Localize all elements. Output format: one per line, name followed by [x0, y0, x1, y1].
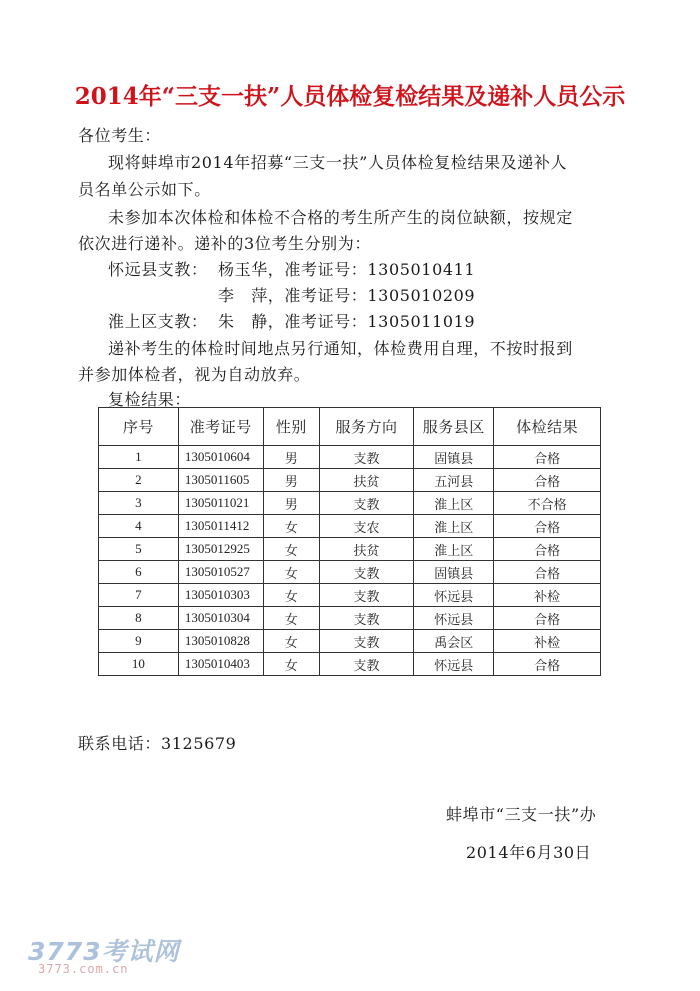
cell-service-county: 怀远县 — [414, 584, 494, 607]
cell-index: 9 — [99, 630, 179, 653]
table-row — [99, 515, 601, 538]
notice-line-2: 并参加体检者，视为自动放弃。 — [78, 365, 311, 384]
cell-gender: 女 — [263, 653, 319, 676]
watermark-url: 3773.com.cn — [38, 962, 129, 976]
table-header-row — [99, 408, 601, 446]
cell-exam-result: 补检 — [494, 584, 601, 607]
table-row — [99, 653, 601, 676]
cell-exam-result: 合格 — [494, 446, 601, 469]
header-gender: 性别 — [263, 408, 319, 446]
cell-exam-id: 1305010304 — [178, 607, 263, 630]
cell-exam-result: 合格 — [494, 469, 601, 492]
cell-service-county: 禹会区 — [414, 630, 494, 653]
cell-index: 10 — [99, 653, 179, 676]
cell-index: 8 — [99, 607, 179, 630]
cell-service-county: 怀远县 — [414, 607, 494, 630]
cell-service-direction: 支教 — [319, 492, 414, 515]
cell-service-county: 五河县 — [414, 469, 494, 492]
cell-service-direction: 支教 — [319, 446, 414, 469]
cell-service-direction: 支教 — [319, 561, 414, 584]
cell-gender: 女 — [263, 561, 319, 584]
cell-index: 4 — [99, 515, 179, 538]
cell-service-county: 淮上区 — [414, 538, 494, 561]
cell-exam-result: 合格 — [494, 561, 601, 584]
cell-exam-id: 1305010828 — [178, 630, 263, 653]
cell-exam-id: 1305011021 — [178, 492, 263, 515]
cell-gender: 女 — [263, 538, 319, 561]
cell-exam-result: 不合格 — [494, 492, 601, 515]
cell-gender: 男 — [263, 469, 319, 492]
cell-service-county: 淮上区 — [414, 515, 494, 538]
header-service-county: 服务县区 — [414, 408, 494, 446]
substitute-1-dept: 怀远县支教： — [108, 260, 208, 279]
table-row — [99, 446, 601, 469]
cell-index: 2 — [99, 469, 179, 492]
cell-service-direction: 支教 — [319, 584, 414, 607]
cell-exam-id: 1305011605 — [178, 469, 263, 492]
cell-exam-id: 1305010403 — [178, 653, 263, 676]
cell-exam-id: 1305010527 — [178, 561, 263, 584]
cell-service-county: 固镇县 — [414, 561, 494, 584]
table-caption: 复检结果： — [108, 390, 192, 409]
intro-line-2: 员名单公示如下。 — [78, 180, 211, 199]
cell-service-county: 淮上区 — [414, 492, 494, 515]
table-row — [99, 492, 601, 515]
cell-exam-result: 合格 — [494, 538, 601, 561]
substitute-1-name: 杨玉华，准考证号：1305010411 — [218, 260, 476, 279]
cell-service-direction: 支教 — [319, 630, 414, 653]
header-service-direction: 服务方向 — [319, 408, 414, 446]
table-row — [99, 584, 601, 607]
para2-line-1: 未参加本次体检和体检不合格的考生所产生的岗位缺额，按规定 — [108, 208, 573, 227]
substitute-3-dept: 淮上区支教： — [108, 312, 208, 331]
table-row — [99, 607, 601, 630]
header-exam-id: 准考证号 — [178, 408, 263, 446]
cell-gender: 女 — [263, 607, 319, 630]
table-row — [99, 561, 601, 584]
cell-exam-result: 合格 — [494, 515, 601, 538]
cell-index: 3 — [99, 492, 179, 515]
cell-service-direction: 扶贫 — [319, 538, 414, 561]
cell-exam-result: 合格 — [494, 653, 601, 676]
cell-service-county: 固镇县 — [414, 446, 494, 469]
cell-service-county: 怀远县 — [414, 653, 494, 676]
page-title: 2014年“三支一扶”人员体检复检结果及递补人员公示 — [74, 83, 626, 110]
issue-date: 2014年6月30日 — [466, 843, 592, 862]
notice-line-1: 递补考生的体检时间地点另行通知，体检费用自理，不按时报到 — [108, 339, 573, 358]
cell-gender: 女 — [263, 584, 319, 607]
cell-index: 7 — [99, 584, 179, 607]
contact-phone: 联系电话：3125679 — [78, 734, 237, 753]
cell-exam-id: 1305011412 — [178, 515, 263, 538]
cell-index: 1 — [99, 446, 179, 469]
table-row — [99, 538, 601, 561]
para2-line-2: 依次进行递补。递补的3位考生分别为： — [78, 234, 371, 253]
cell-service-direction: 支农 — [319, 515, 414, 538]
table-row — [99, 469, 601, 492]
cell-gender: 男 — [263, 446, 319, 469]
substitute-3-name: 朱 静，准考证号：1305011019 — [218, 312, 476, 331]
cell-exam-result: 合格 — [494, 607, 601, 630]
cell-service-direction: 支教 — [319, 653, 414, 676]
issuer: 蚌埠市“三支一扶”办 — [446, 805, 597, 824]
substitute-2-name: 李 萍，准考证号：1305010209 — [218, 286, 476, 305]
header-exam-result: 体检结果 — [494, 408, 601, 446]
results-table — [98, 407, 601, 676]
greeting: 各位考生： — [78, 126, 162, 145]
cell-gender: 男 — [263, 492, 319, 515]
cell-exam-id: 1305012925 — [178, 538, 263, 561]
cell-exam-result: 补检 — [494, 630, 601, 653]
header-index: 序号 — [99, 408, 179, 446]
cell-index: 5 — [99, 538, 179, 561]
cell-gender: 女 — [263, 630, 319, 653]
cell-service-direction: 扶贫 — [319, 469, 414, 492]
cell-index: 6 — [99, 561, 179, 584]
watermark-logo: 3773考试网 — [28, 937, 180, 966]
cell-gender: 女 — [263, 515, 319, 538]
cell-exam-id: 1305010303 — [178, 584, 263, 607]
cell-service-direction: 支教 — [319, 607, 414, 630]
intro-line-1: 现将蚌埠市2014年招募“三支一扶”人员体检复检结果及递补人 — [108, 153, 568, 172]
cell-exam-id: 1305010604 — [178, 446, 263, 469]
table-row — [99, 630, 601, 653]
